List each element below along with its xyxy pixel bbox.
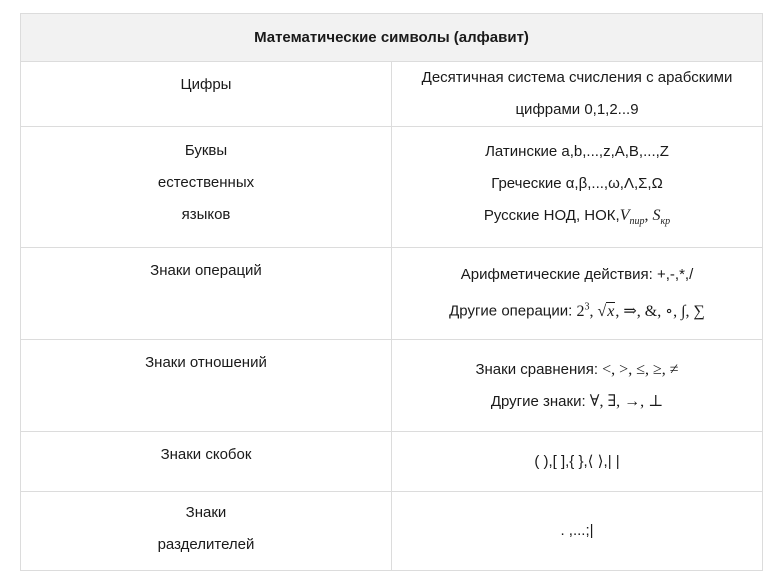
table-row — [21, 492, 763, 571]
row-label-letters — [21, 127, 392, 248]
row-content-relations — [392, 340, 763, 432]
separator: , — [589, 302, 594, 320]
row-content-letters — [392, 127, 763, 248]
greek-letters: Греческие α,β,...,ω,Λ,Σ,Ω — [491, 174, 663, 192]
russian-prefix: Русские НОД, НОК, — [483, 206, 620, 224]
comma: , — [644, 206, 649, 224]
latin-letters: Латинские a,b,...,z,A,B,...,Z — [485, 142, 669, 160]
label-line: Знаки операций — [150, 262, 262, 279]
power-exponent: 3 — [584, 301, 590, 313]
label-line: Цифры — [180, 76, 232, 93]
label-line: Знаки скобок — [160, 446, 252, 463]
other-relation-signs — [392, 386, 762, 418]
comparison-prefix: Знаки сравнения: — [475, 360, 598, 378]
row-content-digits: Десятичная система счисления с арабскими цифрами 0,1,2...9 — [392, 62, 763, 127]
label-line: языков — [181, 206, 231, 223]
s-sub: кр — [660, 216, 671, 228]
row-label-relations — [21, 340, 392, 432]
label-line: Знаки отношений — [145, 354, 267, 371]
label-line: разделителей — [157, 536, 255, 553]
sqrt-argument: x — [607, 302, 615, 320]
table-row — [21, 432, 763, 492]
s-base: S — [652, 206, 661, 224]
arithmetic-operations: Арифметические действия: +,-,*,/ — [460, 266, 694, 284]
label-line: Буквы — [184, 142, 228, 159]
v-sub: пир — [629, 216, 645, 228]
row-label-digits — [21, 62, 392, 127]
comparison-signs — [392, 354, 762, 386]
label-line: Знаки — [185, 504, 227, 521]
sqrt-symbol: √ — [597, 302, 607, 320]
comparison-symbols: <, >, ≤, ≥, ≠ — [602, 360, 679, 378]
table-row — [21, 248, 763, 340]
table-row — [21, 127, 763, 248]
power-base: 2 — [576, 302, 585, 320]
row-content-brackets: ( ),[ ],{ },⟨ ⟩,| | — [392, 432, 763, 492]
other-operations-prefix: Другие операции: — [449, 302, 573, 320]
table-row — [21, 340, 763, 432]
row-label-brackets — [21, 432, 392, 492]
other-signs-prefix: Другие знаки: — [490, 392, 586, 410]
other-signs-symbols: ∀, ∃, →, ⊥ — [589, 392, 664, 410]
row-content-separators: . ,...;| — [392, 492, 763, 571]
russian-letters — [392, 200, 762, 238]
other-operations — [392, 291, 762, 327]
other-operation-symbols: , ⇒, &, ∘, ∫, ∑ — [615, 302, 705, 320]
row-label-operations — [21, 248, 392, 340]
row-content-operations — [392, 248, 763, 340]
table-header-row — [21, 14, 763, 62]
v-base: V — [619, 206, 630, 224]
math-symbols-table — [20, 13, 763, 571]
label-line: естественных — [157, 174, 255, 191]
row-label-separators — [21, 492, 392, 571]
table-header: Математические символы (алфавит) — [21, 14, 763, 62]
table-row — [21, 62, 763, 127]
